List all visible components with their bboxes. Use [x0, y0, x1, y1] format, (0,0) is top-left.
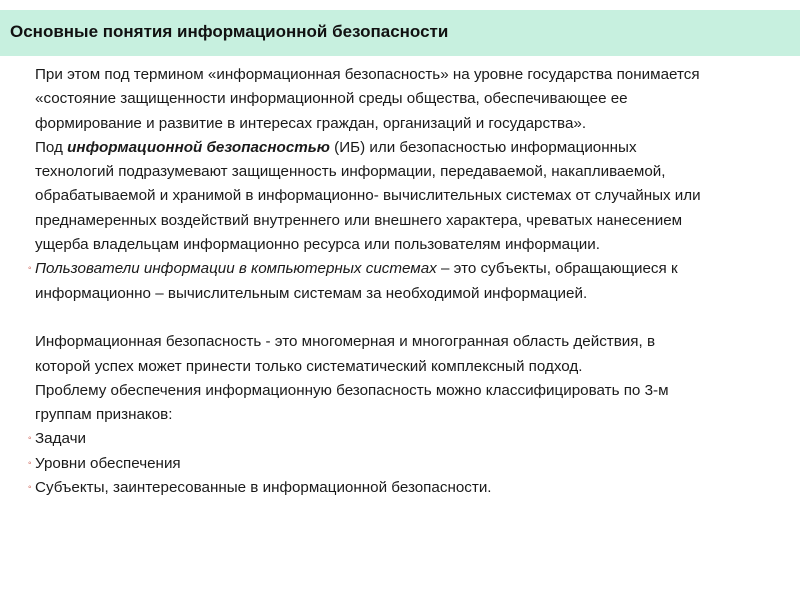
paragraph-line: При этом под термином «информационная безопасность» на уровне государства понимается [35, 66, 700, 83]
list-item-label: Уровни обеспечения [35, 454, 181, 472]
paragraph-line: которой успех может принести только систематический комплексный подход. [35, 357, 583, 375]
text-run: – это субъекты, обращающиеся к [436, 260, 678, 278]
slide-title: Основные понятия информационной безопасности [10, 22, 449, 41]
list-item [0, 427, 800, 451]
term-information-security: информационной безопасностью [67, 138, 330, 156]
bullet-icon: ◦ [28, 482, 32, 494]
list-item [0, 476, 800, 500]
paragraph-line: группам признаков: [35, 406, 173, 424]
paragraph-line: Проблему обеспечения информационную безопасность можно классифицировать по 3-м [35, 381, 669, 399]
list-item [0, 452, 800, 476]
paragraph-line [0, 136, 800, 160]
slide-body [0, 63, 800, 500]
paragraph-line: информационно – вычислительным системам за необходимой информацией. [35, 284, 588, 302]
bullet-icon: ◦ [28, 263, 32, 275]
paragraph-line: формирование и развитие в интересах граждан, организаций и государства». [35, 114, 587, 132]
bullet-icon: ◦ [28, 457, 32, 469]
text-run: (ИБ) или безопасностью информационных [329, 138, 637, 156]
bullet-icon: ◦ [28, 433, 32, 445]
paragraph-line: Информационная безопасность - это многомерная и многогранная область действия, в [35, 333, 656, 351]
term-information-users: Пользователи информации в компьютерных системах [35, 260, 437, 278]
list-item-label: Субъекты, заинтересованные в информационной безопасности. [35, 479, 492, 497]
paragraph-line: «состояние защищенности информационной среды общества, обеспечивающее ее [35, 90, 628, 108]
spacer [0, 306, 800, 330]
text-run: Под [35, 138, 68, 156]
list-item [0, 257, 800, 281]
list-item-label: Задачи [35, 430, 86, 448]
paragraph-line: технологий подразумевают защищенность информации, передаваемой, накапливаемой, [35, 163, 666, 181]
paragraph-line: преднамеренных воздействий внутреннего или внешнего характера, чреватых нанесением [35, 211, 683, 229]
paragraph-line: ущерба владельцам информационно ресурса или пользователям информации. [35, 236, 600, 254]
paragraph-line: обрабатываемой и хранимой в информационно- вычислительных системах от случайных или [35, 187, 701, 205]
